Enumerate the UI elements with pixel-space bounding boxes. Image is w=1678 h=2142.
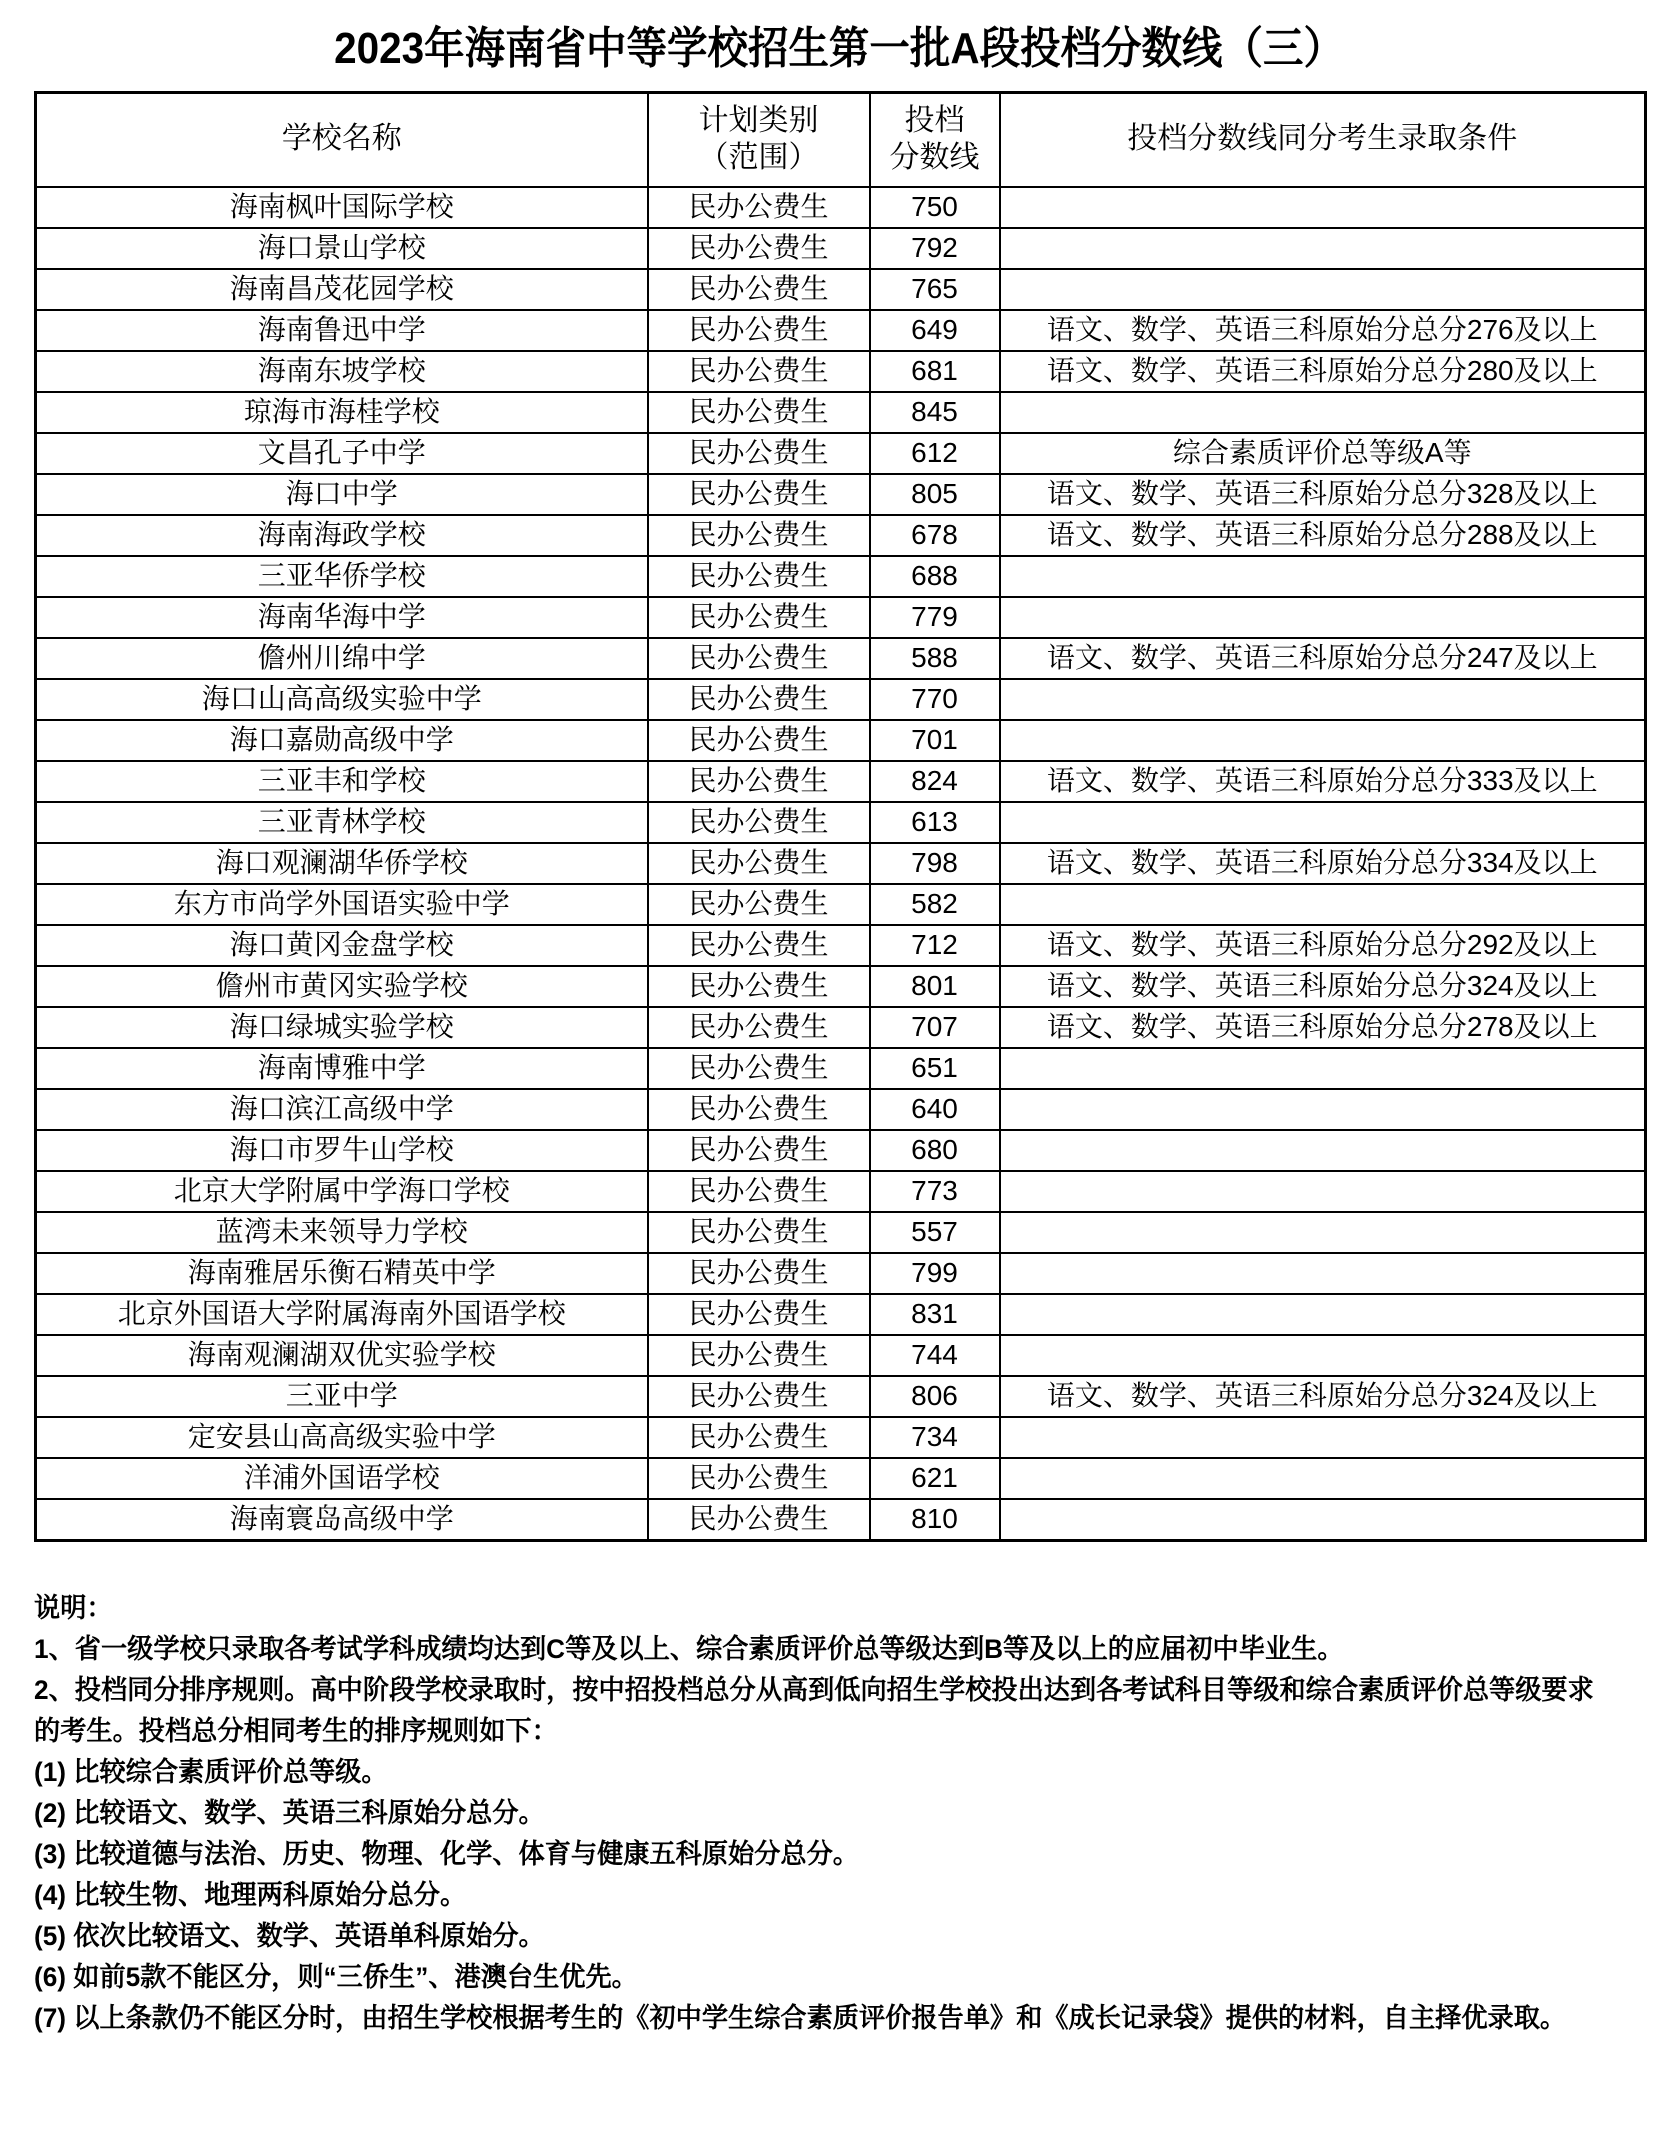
cell-score-line: 557 <box>870 1212 1000 1253</box>
cell-school-name: 海南东坡学校 <box>36 351 648 392</box>
cell-score-line: 688 <box>870 556 1000 597</box>
note-line: (2) 比较语文、数学、英语三科原始分总分。 <box>34 1797 545 1828</box>
cell-score-line: 792 <box>870 228 1000 269</box>
table-row <box>36 720 1646 761</box>
cell-tiebreak-condition: 综合素质评价总等级A等 <box>1000 433 1646 474</box>
cell-school-name: 三亚丰和学校 <box>36 761 648 802</box>
note-line: (6) 如前5款不能区分，则“三侨生”、港澳台生优先。 <box>34 1961 638 1992</box>
cell-score-line: 582 <box>870 884 1000 925</box>
cell-school-name: 海口观澜湖华侨学校 <box>36 843 648 884</box>
column-header-plan-type-line2: （范围） <box>698 140 819 174</box>
table-row <box>36 1007 1646 1048</box>
table-row <box>36 679 1646 720</box>
cell-plan-type: 民办公费生 <box>648 597 870 638</box>
table-row <box>36 1294 1646 1335</box>
cell-school-name: 北京大学附属中学海口学校 <box>36 1171 648 1212</box>
cell-school-name: 洋浦外国语学校 <box>36 1458 648 1499</box>
cell-school-name: 北京外国语大学附属海南外国语学校 <box>36 1294 648 1335</box>
cell-tiebreak-condition: 语文、数学、英语三科原始分总分276及以上 <box>1000 310 1646 351</box>
cell-school-name: 海南雅居乐衡石精英中学 <box>36 1253 648 1294</box>
cell-plan-type: 民办公费生 <box>648 679 870 720</box>
cell-school-name: 海南枫叶国际学校 <box>36 187 648 228</box>
cell-school-name: 海南观澜湖双优实验学校 <box>36 1335 648 1376</box>
column-header-condition <box>1000 92 1646 187</box>
cell-plan-type: 民办公费生 <box>648 1212 870 1253</box>
cell-tiebreak-condition <box>1000 1458 1646 1499</box>
table-row <box>36 843 1646 884</box>
table-row <box>36 761 1646 802</box>
cell-school-name: 海口嘉勋高级中学 <box>36 720 648 761</box>
cell-plan-type: 民办公费生 <box>648 392 870 433</box>
cell-tiebreak-condition: 语文、数学、英语三科原始分总分280及以上 <box>1000 351 1646 392</box>
cell-plan-type: 民办公费生 <box>648 720 870 761</box>
cell-school-name: 海口市罗牛山学校 <box>36 1130 648 1171</box>
cell-plan-type: 民办公费生 <box>648 1376 870 1417</box>
cell-tiebreak-condition <box>1000 1089 1646 1130</box>
cell-tiebreak-condition <box>1000 597 1646 638</box>
table-row <box>36 1171 1646 1212</box>
note-line: (5) 依次比较语文、数学、英语单科原始分。 <box>34 1920 545 1951</box>
table-row <box>36 1499 1646 1541</box>
table-row <box>36 802 1646 843</box>
cell-score-line: 805 <box>870 474 1000 515</box>
cell-school-name: 海南寰岛高级中学 <box>36 1499 648 1541</box>
cell-tiebreak-condition <box>1000 802 1646 843</box>
table-row <box>36 228 1646 269</box>
cell-school-name: 海南博雅中学 <box>36 1048 648 1089</box>
column-header-score <box>870 92 1000 187</box>
cell-score-line: 831 <box>870 1294 1000 1335</box>
table-row <box>36 638 1646 679</box>
cell-school-name: 海口中学 <box>36 474 648 515</box>
cell-score-line: 779 <box>870 597 1000 638</box>
column-header-score-line1: 投档 <box>904 104 965 137</box>
cell-school-name: 海南鲁迅中学 <box>36 310 648 351</box>
table-row <box>36 392 1646 433</box>
cell-tiebreak-condition: 语文、数学、英语三科原始分总分278及以上 <box>1000 1007 1646 1048</box>
cell-tiebreak-condition <box>1000 1294 1646 1335</box>
cell-school-name: 海口绿城实验学校 <box>36 1007 648 1048</box>
cell-plan-type: 民办公费生 <box>648 310 870 351</box>
cell-plan-type: 民办公费生 <box>648 228 870 269</box>
cell-school-name: 海口滨江高级中学 <box>36 1089 648 1130</box>
column-header-plan-type <box>648 92 870 187</box>
cell-plan-type: 民办公费生 <box>648 1171 870 1212</box>
cell-tiebreak-condition <box>1000 1499 1646 1541</box>
cell-plan-type: 民办公费生 <box>648 269 870 310</box>
cell-score-line: 824 <box>870 761 1000 802</box>
cell-score-line: 612 <box>870 433 1000 474</box>
cell-school-name: 儋州市黄冈实验学校 <box>36 966 648 1007</box>
cell-plan-type: 民办公费生 <box>648 1089 870 1130</box>
table-row <box>36 187 1646 228</box>
cell-tiebreak-condition: 语文、数学、英语三科原始分总分288及以上 <box>1000 515 1646 556</box>
cell-tiebreak-condition: 语文、数学、英语三科原始分总分324及以上 <box>1000 1376 1646 1417</box>
cell-tiebreak-condition <box>1000 1417 1646 1458</box>
cell-tiebreak-condition: 语文、数学、英语三科原始分总分334及以上 <box>1000 843 1646 884</box>
cell-score-line: 621 <box>870 1458 1000 1499</box>
cell-tiebreak-condition <box>1000 556 1646 597</box>
column-header-school <box>36 92 648 187</box>
cell-plan-type: 民办公费生 <box>648 925 870 966</box>
table-row <box>36 433 1646 474</box>
table-row <box>36 351 1646 392</box>
cell-plan-type: 民办公费生 <box>648 802 870 843</box>
cell-school-name: 海口黄冈金盘学校 <box>36 925 648 966</box>
cell-plan-type: 民办公费生 <box>648 1130 870 1171</box>
cell-tiebreak-condition <box>1000 187 1646 228</box>
table-header-row <box>36 92 1646 187</box>
cell-score-line: 799 <box>870 1253 1000 1294</box>
cell-score-line: 734 <box>870 1417 1000 1458</box>
admission-score-table <box>34 91 1647 1542</box>
table-row <box>36 1253 1646 1294</box>
cell-plan-type: 民办公费生 <box>648 1294 870 1335</box>
table-row <box>36 597 1646 638</box>
cell-tiebreak-condition <box>1000 1253 1646 1294</box>
table-row <box>36 1376 1646 1417</box>
note-line: 1、省一级学校只录取各考试学科成绩均达到C等及以上、综合素质评价总等级达到B等及以上的应届初中毕业生。 <box>34 1633 1344 1664</box>
cell-tiebreak-condition <box>1000 720 1646 761</box>
cell-score-line: 770 <box>870 679 1000 720</box>
cell-plan-type: 民办公费生 <box>648 515 870 556</box>
cell-school-name: 文昌孔子中学 <box>36 433 648 474</box>
table-row <box>36 925 1646 966</box>
table-row <box>36 1458 1646 1499</box>
cell-plan-type: 民办公费生 <box>648 1458 870 1499</box>
cell-score-line: 773 <box>870 1171 1000 1212</box>
cell-tiebreak-condition: 语文、数学、英语三科原始分总分328及以上 <box>1000 474 1646 515</box>
note-line: (7) 以上条款仍不能区分时，由招生学校根据考生的《初中学生综合素质评价报告单》和《成长记录袋》提供的材料，自主择优录取。 <box>34 2002 1567 2033</box>
cell-plan-type: 民办公费生 <box>648 187 870 228</box>
cell-score-line: 744 <box>870 1335 1000 1376</box>
column-header-school-label: 学校名称 <box>281 122 402 156</box>
cell-plan-type: 民办公费生 <box>648 1048 870 1089</box>
cell-plan-type: 民办公费生 <box>648 761 870 802</box>
cell-score-line: 765 <box>870 269 1000 310</box>
column-header-plan-type-line1: 计划类别 <box>698 104 819 137</box>
cell-score-line: 701 <box>870 720 1000 761</box>
table-body <box>36 187 1646 1541</box>
cell-score-line: 613 <box>870 802 1000 843</box>
cell-plan-type: 民办公费生 <box>648 843 870 884</box>
cell-plan-type: 民办公费生 <box>648 1253 870 1294</box>
notes-heading: 说明： <box>34 1592 113 1623</box>
cell-school-name: 定安县山高高级实验中学 <box>36 1417 648 1458</box>
note-line: 2、投档同分排序规则。高中阶段学校录取时，按中招投档总分从高到低向招生学校投出达到各考试科目等级和综合素质评价总等级要求的考生。投档总分相同考生的排序规则如下： <box>34 1674 1594 1746</box>
cell-tiebreak-condition <box>1000 1212 1646 1253</box>
cell-score-line: 750 <box>870 187 1000 228</box>
cell-score-line: 801 <box>870 966 1000 1007</box>
page-title: 2023年海南省中等学校招生第一批A段投档分数线（三） <box>334 24 1344 73</box>
notes-list <box>34 1629 1644 2039</box>
cell-score-line: 707 <box>870 1007 1000 1048</box>
score-table-container <box>0 91 1678 1542</box>
cell-score-line: 640 <box>870 1089 1000 1130</box>
cell-school-name: 东方市尚学外国语实验中学 <box>36 884 648 925</box>
cell-tiebreak-condition: 语文、数学、英语三科原始分总分292及以上 <box>1000 925 1646 966</box>
cell-school-name: 海南海政学校 <box>36 515 648 556</box>
cell-score-line: 712 <box>870 925 1000 966</box>
cell-tiebreak-condition <box>1000 392 1646 433</box>
cell-tiebreak-condition: 语文、数学、英语三科原始分总分324及以上 <box>1000 966 1646 1007</box>
table-row <box>36 1417 1646 1458</box>
cell-plan-type: 民办公费生 <box>648 556 870 597</box>
cell-tiebreak-condition <box>1000 1171 1646 1212</box>
cell-tiebreak-condition <box>1000 679 1646 720</box>
cell-tiebreak-condition <box>1000 1335 1646 1376</box>
cell-plan-type: 民办公费生 <box>648 433 870 474</box>
cell-school-name: 琼海市海桂学校 <box>36 392 648 433</box>
column-header-score-line2: 分数线 <box>889 140 980 174</box>
cell-school-name: 蓝湾未来领导力学校 <box>36 1212 648 1253</box>
cell-school-name: 海南昌茂花园学校 <box>36 269 648 310</box>
cell-score-line: 588 <box>870 638 1000 679</box>
table-row <box>36 556 1646 597</box>
cell-score-line: 845 <box>870 392 1000 433</box>
cell-school-name: 海南华海中学 <box>36 597 648 638</box>
table-row <box>36 1130 1646 1171</box>
table-row <box>36 1335 1646 1376</box>
table-row <box>36 884 1646 925</box>
notes-section <box>0 1542 1678 2039</box>
table-row <box>36 515 1646 556</box>
cell-tiebreak-condition <box>1000 1048 1646 1089</box>
cell-score-line: 649 <box>870 310 1000 351</box>
note-line: (1) 比较综合素质评价总等级。 <box>34 1756 388 1787</box>
table-row <box>36 1048 1646 1089</box>
cell-score-line: 678 <box>870 515 1000 556</box>
cell-score-line: 798 <box>870 843 1000 884</box>
cell-score-line: 810 <box>870 1499 1000 1541</box>
cell-plan-type: 民办公费生 <box>648 351 870 392</box>
cell-plan-type: 民办公费生 <box>648 638 870 679</box>
cell-plan-type: 民办公费生 <box>648 474 870 515</box>
cell-school-name: 三亚中学 <box>36 1376 648 1417</box>
table-row <box>36 269 1646 310</box>
cell-score-line: 680 <box>870 1130 1000 1171</box>
cell-score-line: 806 <box>870 1376 1000 1417</box>
cell-plan-type: 民办公费生 <box>648 1499 870 1541</box>
cell-school-name: 儋州川绵中学 <box>36 638 648 679</box>
cell-tiebreak-condition: 语文、数学、英语三科原始分总分247及以上 <box>1000 638 1646 679</box>
cell-plan-type: 民办公费生 <box>648 1007 870 1048</box>
cell-tiebreak-condition <box>1000 884 1646 925</box>
cell-score-line: 651 <box>870 1048 1000 1089</box>
table-row <box>36 1212 1646 1253</box>
note-line: (3) 比较道德与法治、历史、物理、化学、体育与健康五科原始分总分。 <box>34 1838 859 1869</box>
cell-plan-type: 民办公费生 <box>648 1417 870 1458</box>
cell-plan-type: 民办公费生 <box>648 966 870 1007</box>
table-row <box>36 310 1646 351</box>
cell-score-line: 681 <box>870 351 1000 392</box>
column-header-condition-label: 投档分数线同分考生录取条件 <box>1127 122 1518 156</box>
cell-school-name: 海口山高高级实验中学 <box>36 679 648 720</box>
cell-plan-type: 民办公费生 <box>648 1335 870 1376</box>
table-row <box>36 966 1646 1007</box>
table-header <box>36 92 1646 187</box>
note-line: (4) 比较生物、地理两科原始分总分。 <box>34 1879 467 1910</box>
table-row <box>36 1089 1646 1130</box>
cell-tiebreak-condition <box>1000 1130 1646 1171</box>
cell-school-name: 三亚青林学校 <box>36 802 648 843</box>
cell-school-name: 三亚华侨学校 <box>36 556 648 597</box>
cell-school-name: 海口景山学校 <box>36 228 648 269</box>
cell-tiebreak-condition <box>1000 228 1646 269</box>
cell-tiebreak-condition: 语文、数学、英语三科原始分总分333及以上 <box>1000 761 1646 802</box>
cell-plan-type: 民办公费生 <box>648 884 870 925</box>
cell-tiebreak-condition <box>1000 269 1646 310</box>
table-row <box>36 474 1646 515</box>
